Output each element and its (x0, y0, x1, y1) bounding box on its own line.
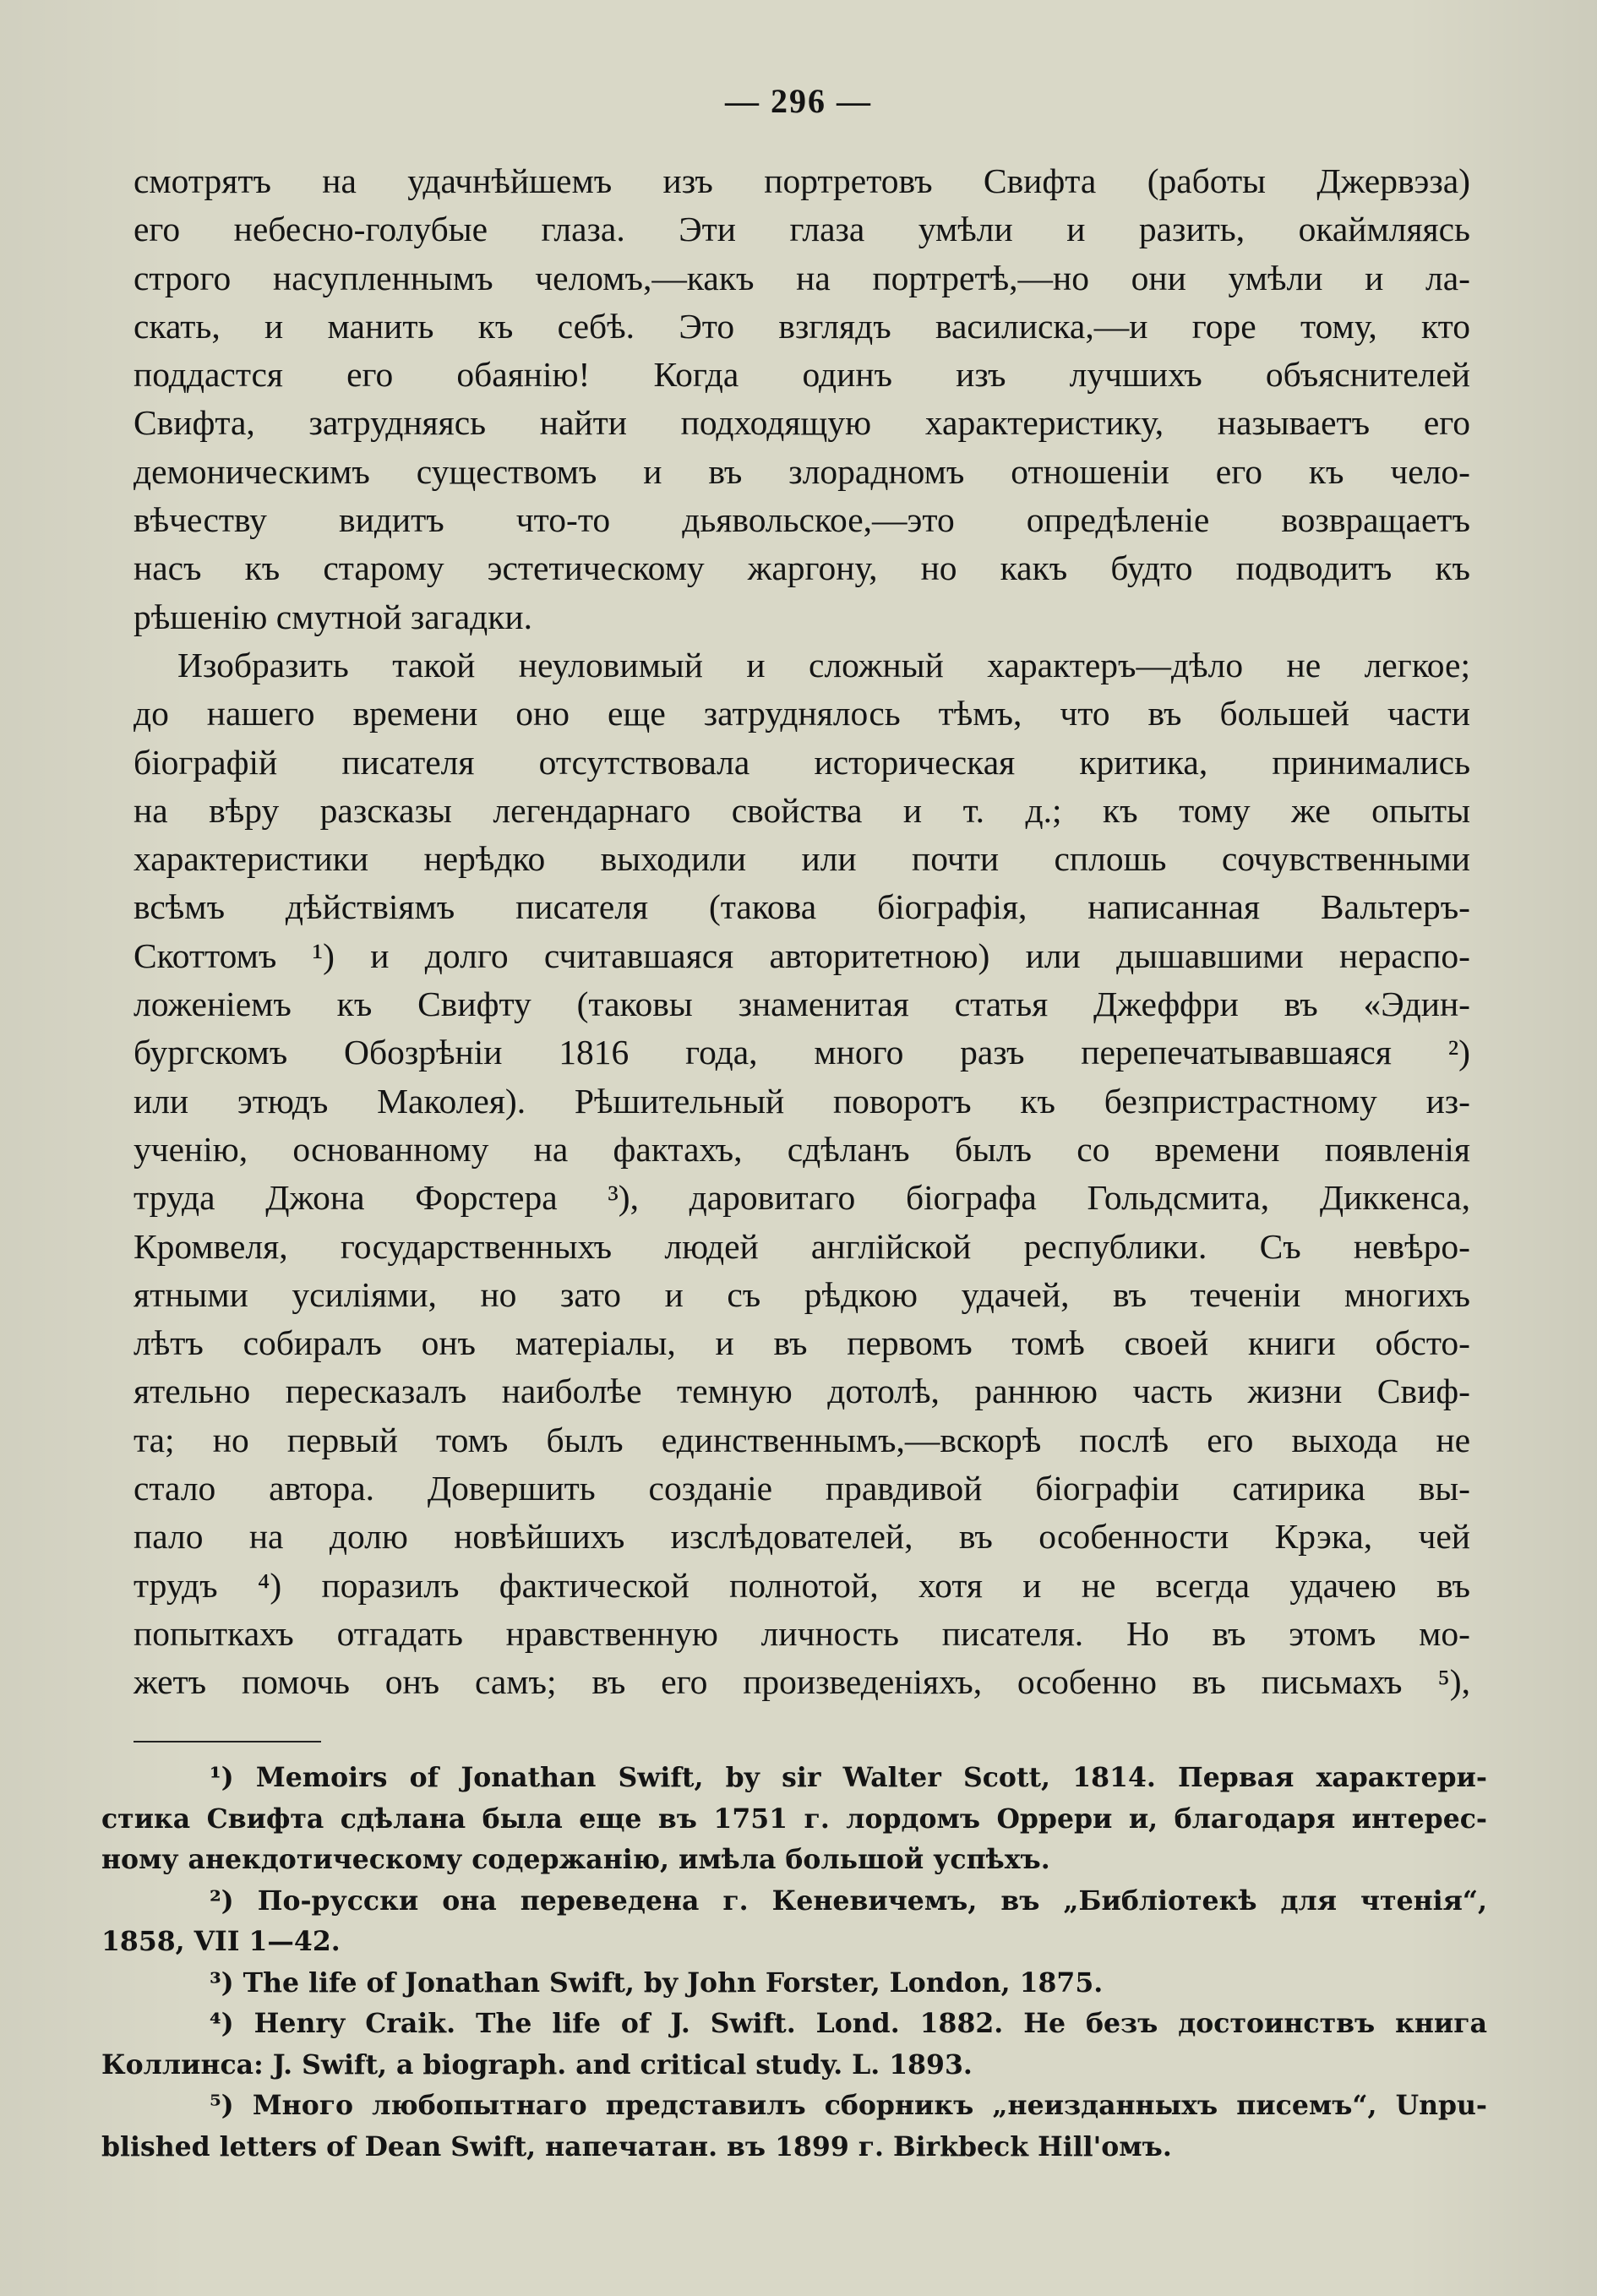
body-line: всѣмъ дѣйствіямъ писателя (такова біографія, написанная Вальтеръ- (134, 887, 1470, 927)
body-line: ученію, основанному на фактахъ, сдѣланъ былъ со времени появленія (134, 1129, 1470, 1169)
body-line: рѣшенію смутной загадки. (134, 597, 533, 636)
footnote-line: стика Свифта сдѣлана была еще въ 1751 г. лордомъ Оррери и, благодаря интерес- (101, 1802, 1487, 1835)
body-line: ятельно пересказалъ наиболѣе темную дотолѣ, раннюю часть жизни Свиф- (134, 1372, 1470, 1411)
body-line: Кромвеля, государственныхъ людей англійской республики. Съ невѣро- (134, 1226, 1470, 1266)
body-line: его небесно-голубые глаза. Эти глаза умѣли и разить, окаймляясь (134, 210, 1470, 249)
footnote-line: ²) По-русски она переведена г. Кеневичемъ, въ „Библіотекѣ для чтенія“, (210, 1884, 1487, 1917)
body-text (134, 157, 1470, 1707)
page-number: — 296 — (725, 82, 872, 120)
body-line: бургскомъ Обозрѣніи 1816 года, много разъ перепечатывавшаяся ²) (134, 1033, 1470, 1072)
body-line: трудъ ⁴) поразилъ фактической полнотой, хотя и не всегда удачею въ (134, 1565, 1470, 1605)
footnote-line: blished letters of Dean Swift, напечатан. въ 1899 г. Birkbeck Hill'омъ. (101, 2130, 1172, 2162)
footnote-line: ⁵) Много любопытнаго представилъ сборникъ „неизданныхъ писемъ“, Unpu- (210, 2090, 1487, 2121)
body-line: насъ къ старому эстетическому жаргону, но какъ будто подводитъ къ (134, 548, 1470, 588)
body-line: лѣтъ собиралъ онъ матеріалы, и въ первомъ томѣ своей книги обсто- (134, 1323, 1470, 1363)
body-line: строго насупленнымъ челомъ,—какъ на портретѣ,—но они умѣли и ла- (134, 258, 1470, 297)
body-line: Свифта, затрудняясь найти подходящую характеристику, называетъ его (134, 403, 1470, 443)
body-line: на вѣру разсказы легендарнаго свойства и т. д.; къ тому же опыты (134, 790, 1470, 830)
footnote-line: ному анекдотическому содержанію, имѣла большой успѣхъ. (101, 1844, 1050, 1875)
body-line: жетъ помочь онъ самъ; въ его произведеніяхъ, особенно въ письмахъ ⁵), (134, 1662, 1470, 1702)
footnote-line: ³) The life of Jonathan Swift, by John Forster, London, 1875. (210, 1966, 1104, 1999)
body-line: та; но первый томъ былъ единственнымъ,—вскорѣ послѣ его выхода не (134, 1420, 1470, 1459)
body-line: ятными усиліями, но зато и съ рѣдкою удачей, въ теченіи многихъ (134, 1274, 1470, 1314)
body-line: до нашего времени оно еще затруднялось тѣмъ, что въ большей части (134, 694, 1470, 734)
footnote-line: Коллинса: J. Swift, a biograph. and critical study. L. 1893. (101, 2048, 973, 2081)
body-line: характеристики нерѣдко выходили или почти сплошь сочувственными (134, 839, 1470, 879)
footnote-line: ⁴) Henry Craik. The life of J. Swift. Lond. 1882. Не безъ достоинствъ книга (210, 2008, 1487, 2039)
body-line: демоническимъ существомъ и въ злорадномъ отношеніи его къ чело- (134, 451, 1470, 491)
footnote-line: 1858, VII 1—42. (101, 1926, 341, 1957)
body-line: поддастся его обаянію! Когда одинъ изъ лучшихъ объяснителей (134, 355, 1470, 395)
body-line: вѣчеству видитъ что-то дьявольское,—это опредѣленіе возвращаетъ (134, 500, 1470, 540)
body-line: Скоттомъ ¹) и долго считавшаяся авторитетною) или дышавшими нераспо- (134, 935, 1470, 975)
body-line: пало на долю новѣйшихъ изслѣдователей, въ особенности Крэка, чей (134, 1517, 1470, 1557)
body-line: труда Джона Форстера ³), даровитаго біографа Гольдсмита, Диккенса, (134, 1178, 1470, 1218)
body-line: стало автора. Довершить созданіе правдивой біографіи сатирика вы- (134, 1469, 1470, 1508)
body-line: ложеніемъ къ Свифту (таковы знаменитая статья Джеффри въ «Эдин- (134, 984, 1470, 1024)
body-line: попыткахъ отгадать нравственную личность писателя. Но въ этомъ мо- (134, 1613, 1470, 1653)
footnote-line: ¹) Memoirs of Jonathan Swift, by sir Walter Scott, 1814. Первая характери- (210, 1762, 1487, 1793)
body-line: или этюдъ Маколея). Рѣшительный поворотъ къ безпристрастному из- (134, 1081, 1470, 1121)
body-line: скать, и манить къ себѣ. Это взглядъ василиска,—и горе тому, кто (134, 306, 1470, 346)
footnote-divider (134, 1741, 321, 1742)
body-line: Изобразить такой неуловимый и сложный характеръ—дѣло не легкое; (177, 645, 1470, 684)
footnotes (101, 1758, 1487, 2168)
body-line: біографій писателя отсутствовала историческая критика, принимались (134, 742, 1470, 782)
body-line: смотрятъ на удачнѣйшемъ изъ портретовъ Свифта (работы Джервэза) (134, 161, 1470, 200)
